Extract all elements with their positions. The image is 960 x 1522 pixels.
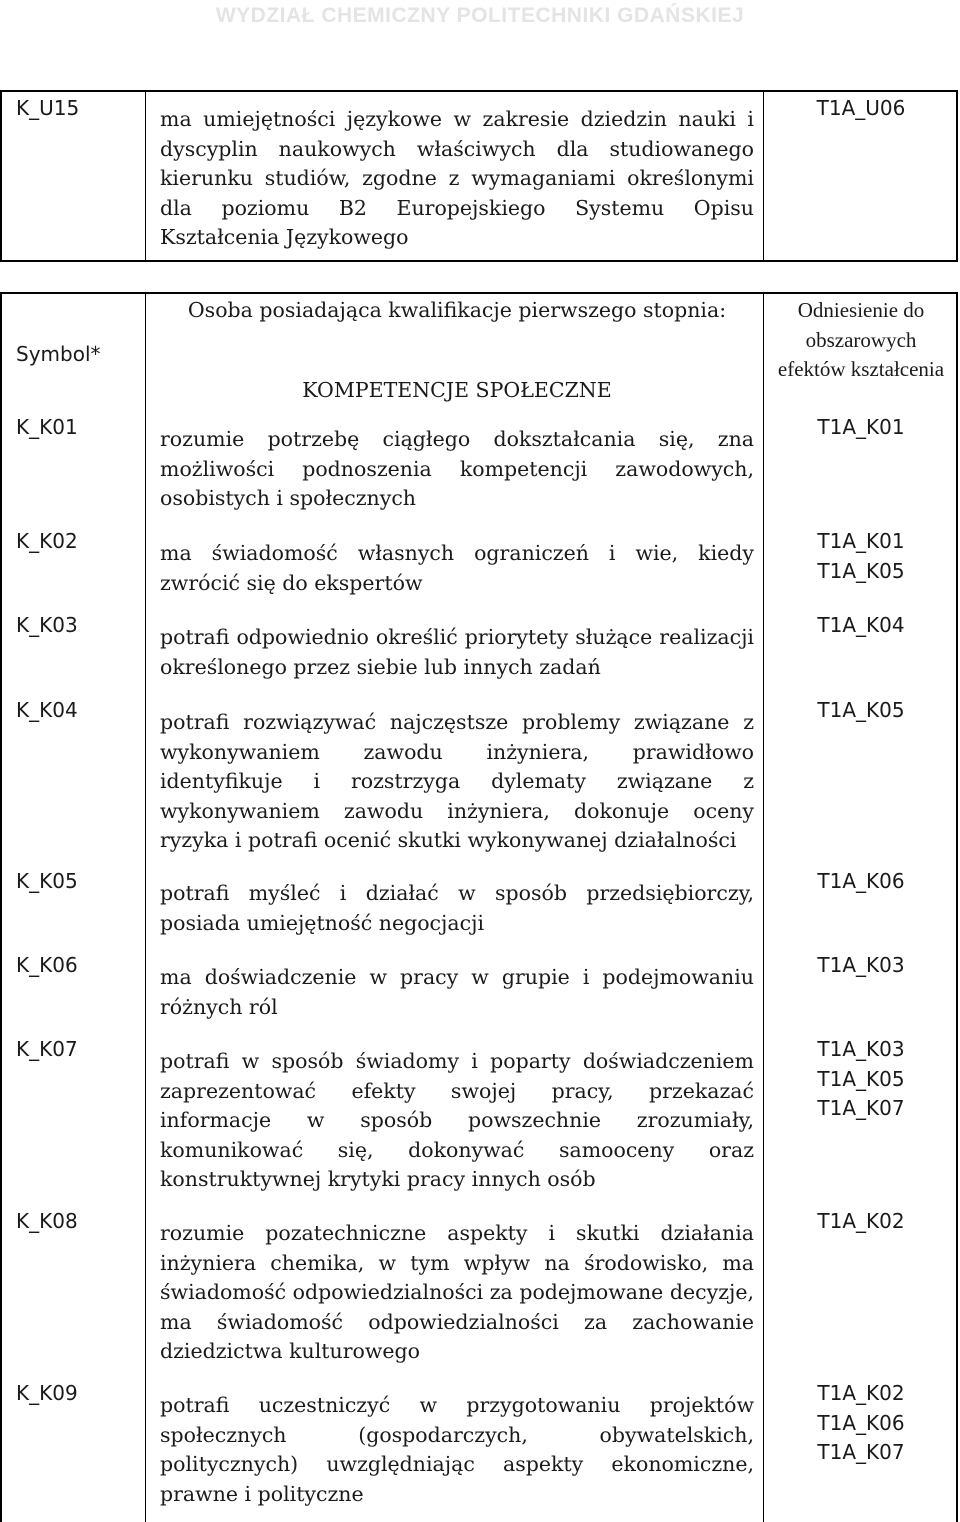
row-reference: [776, 951, 946, 981]
row-reference-item: T1A_K05: [817, 558, 905, 583]
row-symbol: K_K08: [16, 1209, 78, 1233]
row-symbol: K_K09: [16, 1381, 78, 1405]
symbol-cell: K_U15: [16, 96, 80, 120]
row-description: rozumie pozatechniczne aspekty i skutki działania inżyniera chemika, w tym wpływ na środowisko, ma świadomość odpowiedzialności za podejmowane decyzje, ma świadomość odpowiedzialności za zachowanie dziedzictwa kulturowego: [160, 1221, 754, 1363]
row-reference-item: T1A_K01: [817, 415, 905, 439]
row-reference-item: T1A_K07: [817, 1096, 905, 1120]
row-reference-item: T1A_K03: [817, 953, 905, 977]
symbol-column: [2, 294, 146, 1522]
row-reference-item: T1A_K02: [817, 1209, 905, 1233]
row-description: rozumie potrzebę ciągłego dokształcania się, zna możliwości podnoszenia kompetencji zawodowych, osobistych i społecznych: [160, 427, 754, 510]
row-reference: [776, 696, 946, 726]
row-reference-item: T1A_K04: [817, 613, 905, 637]
row-description: ma świadomość własnych ograniczeń i wie, kiedy zwrócić się do ekspertów: [160, 541, 754, 595]
row-reference-item: T1A_K05: [817, 1066, 905, 1091]
row-reference: [776, 1207, 946, 1237]
row-reference: [776, 1379, 946, 1468]
row-reference-item: T1A_K05: [817, 698, 905, 722]
row-symbol: K_K03: [16, 613, 78, 637]
row-reference-item: T1A_K07: [817, 1440, 905, 1464]
row-reference-item: T1A_K06: [817, 1410, 905, 1435]
row-symbol: K_K02: [16, 529, 78, 553]
header-reference: Odniesienie do obszarowych efektów kształcenia: [777, 298, 945, 381]
competences-table: [0, 292, 958, 1522]
row-reference: [776, 1035, 946, 1124]
row-description: potrafi w sposób świadomy i poparty doświadczeniem zaprezentować efekty swojej pracy, przekazać informacje w sposób powszechnie zrozumiały, komunikować się, dokonywać samooceny oraz konstruktywnej krytyki pracy innych osób: [160, 1049, 754, 1191]
reference-cell: T1A_U06: [816, 96, 906, 120]
row-symbol: K_K05: [16, 869, 78, 893]
row-description: potrafi odpowiednio określić priorytety służące realizacji określonego przez siebie lub innych zadań: [160, 625, 754, 679]
row-symbol: K_K06: [16, 953, 78, 977]
row-reference: [776, 611, 946, 641]
header-qualification: Osoba posiadająca kwalifikacje pierwszego stopnia:: [187, 298, 727, 322]
row-symbol: K_K04: [16, 698, 78, 722]
row-description: potrafi uczestniczyć w przygotowaniu projektów społecznych (gospodarczych, obywatelskich, politycznych) uwzględniając aspekty ekonomiczne, prawne i polityczne: [160, 1393, 754, 1506]
row-description: potrafi rozwiązywać najczęstsze problemy związane z wykonywaniem zawodu inżyniera, prawidłowo identyfikuje i rozstrzyga dylematy związane z wykonywaniem zawodu inżyniera, dokonuje oceny ryzyka i potrafi ocenić skutki wykonywanej działalności: [160, 710, 754, 852]
row-reference: [776, 413, 946, 443]
row-description: potrafi myśleć i działać w sposób przedsiębiorczy, posiada umiejętność negocjacji: [160, 881, 754, 935]
header-section-title: KOMPETENCJE SPOŁECZNE: [302, 378, 612, 402]
row-description: ma doświadczenie w pracy w grupie i podejmowaniu różnych ról: [160, 965, 754, 1019]
row-reference-item: T1A_K02: [817, 1381, 905, 1405]
row-reference: [776, 867, 946, 897]
header-watermark: WYDZIAŁ CHEMICZNY POLITECHNIKI GDAŃSKIEJ: [215, 4, 745, 27]
skills-table: [0, 90, 958, 262]
description-cell: ma umiejętności językowe w zakresie dziedzin nauki i dyscyplin naukowych właściwych dla studiowanego kierunku studiów, zgodne z wymaganiami określonymi dla poziomu B2 Europejskiego Systemu Opisu Kształcenia Językowego: [160, 107, 754, 249]
row-reference-item: T1A_K01: [817, 529, 905, 553]
row-symbol: K_K07: [16, 1037, 78, 1061]
row-reference-item: T1A_K03: [817, 1037, 905, 1061]
row-symbol: K_K01: [16, 415, 78, 439]
row-reference-item: T1A_K06: [817, 869, 905, 893]
row-reference: [776, 527, 946, 586]
header-symbol: Symbol*: [16, 342, 101, 366]
